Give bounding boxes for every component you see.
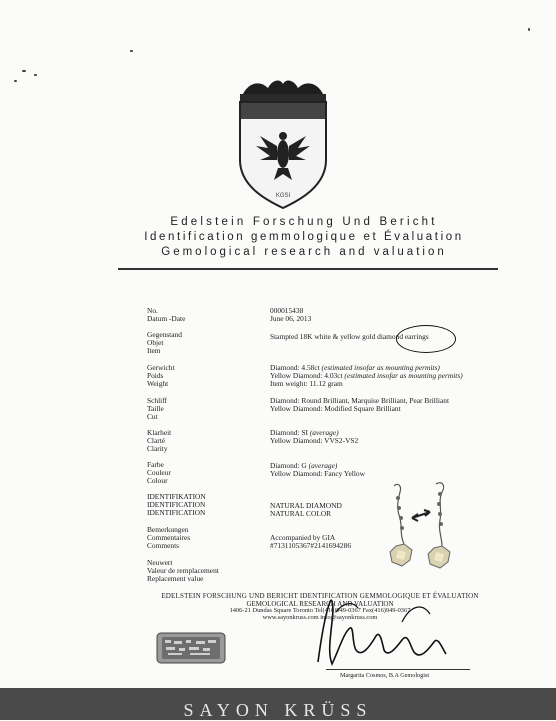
value-item: Stampted 18K white & yellow gold diamond earrings (270, 332, 429, 341)
header-line-german: Edelstein Forschung Und Bericht (170, 216, 438, 228)
label-comments-fr: Commentaires (147, 533, 191, 542)
value-clarity-yellow: Yellow Diamond: VVS2-VS2 (270, 436, 359, 445)
value-weight-item: Item weight: 11.12 gram (270, 379, 343, 388)
footer-line-4: www.sayonkruss.com info@sayonkruss.com (262, 614, 378, 621)
value-identification-diamond: NATURAL DIAMOND (270, 501, 342, 510)
value-weight-yellow: Yellow Diamond: 4.03ct (estimated insofar as mounting permits) (270, 371, 463, 380)
label-value-fr: Valeur de remplacement (147, 566, 219, 575)
label-date: Datum -Date (147, 314, 186, 323)
value-number: 000015438 (270, 306, 304, 315)
label-item-de: Gegenstand (147, 330, 182, 339)
crest-emblem (238, 76, 328, 211)
label-weight-fr: Poids (147, 371, 164, 380)
handwritten-signature (292, 592, 472, 672)
value-identification-color: NATURAL COLOR (270, 509, 332, 518)
label-colour-en: Colour (147, 476, 168, 485)
header-line-english: Gemological research and valuation (161, 246, 447, 258)
label-number: No. (147, 306, 158, 315)
scan-speck (14, 80, 17, 82)
label-value-en: Replacement value (147, 574, 204, 583)
header-line-french: Identification gemmologique et Évaluation (144, 231, 464, 243)
label-identification-de: IDENTIFIKATION (147, 492, 206, 501)
label-cut-en: Cut (147, 412, 158, 421)
handdrawn-circle (396, 325, 456, 353)
scan-speck (130, 50, 133, 52)
label-colour-de: Farbe (147, 460, 164, 469)
hologram-stamp (156, 632, 226, 664)
value-comments-numbers: #7131105367#2141694286 (270, 541, 352, 550)
label-cut-de: Schliff (147, 396, 167, 405)
signature-line (326, 669, 470, 670)
label-clarity-en: Clarity (147, 444, 168, 453)
label-item-fr: Objet (147, 338, 164, 347)
label-cut-fr: Taille (147, 404, 164, 413)
footer-line-1: EDELSTEIN FORSCHUNG UND BERICHT IDENTIFICATION GEMMOLOGIQUE ET ÉVALUATION (161, 592, 479, 600)
value-colour-yellow: Yellow Diamond: Fancy Yellow (270, 469, 365, 478)
scan-speck (528, 28, 530, 31)
value-cut-yellow: Yellow Diamond: Modified Square Brilliant (270, 404, 401, 413)
value-colour-diamond: Diamond: G (average) (270, 461, 338, 470)
value-clarity-diamond: Diamond: SI (average) (270, 428, 339, 437)
footer-line-2: GEMOLOGICAL RESEARCH AND VALUATION (246, 600, 394, 608)
label-value-de: Neuwert (147, 558, 173, 567)
label-clarity-de: Klarheit (147, 428, 172, 437)
value-comments-gia: Accompanied by GIA (270, 533, 336, 542)
label-colour-fr: Couleur (147, 468, 171, 477)
label-weight-en: Weight (147, 379, 169, 388)
label-weight-de: Gerwicht (147, 363, 175, 372)
signatory-name: Margarita Cosmos, B.A Gemologist (340, 672, 430, 679)
header-divider (118, 268, 498, 270)
label-clarity-fr: Clarté (147, 436, 166, 445)
earrings-photo (372, 478, 472, 588)
label-comments-de: Bemerkungen (147, 525, 189, 534)
label-identification-en: IDENTIFICATION (147, 508, 206, 517)
value-cut-diamond: Diamond: Round Brilliant, Marquise Brilliant, Pear Brilliant (270, 396, 449, 405)
brand-name: SAYON KRÜSS (183, 700, 373, 720)
label-comments-en: Comments (147, 541, 180, 550)
footer-line-3: 1406-21 Dundas Square Toronto Tel(416)949-0367 Fax(416)949-0367 (229, 607, 411, 614)
label-identification-fr: IDENTIFICATION (147, 500, 206, 509)
scan-speck (22, 70, 26, 72)
value-weight-diamond: Diamond: 4.58ct (estimated insofar as mounting permits) (270, 363, 440, 372)
scan-speck (34, 74, 37, 76)
label-item-en: Item (147, 346, 161, 355)
svg-text:KGSI: KGSI (275, 193, 291, 199)
value-date: June 06, 2013 (270, 314, 312, 323)
